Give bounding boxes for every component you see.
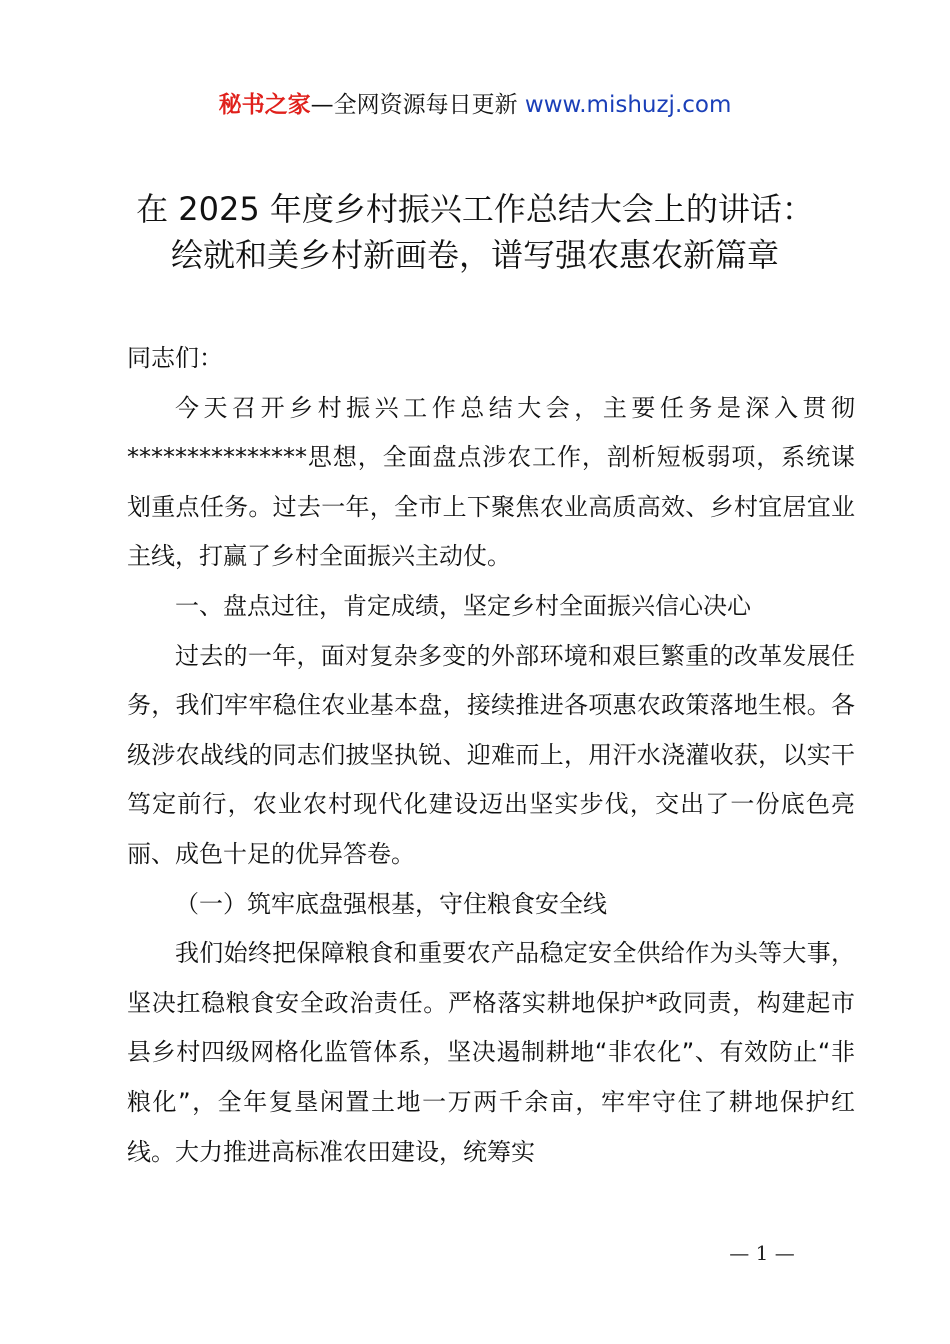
paragraph-grain-security: 我们始终把保障粮食和重要农产品稳定安全供给作为头等大事，坚决扛稳粮食安全政治责任。严格落实耕地保护*政同责，构建起市县乡村四级网格化监管体系，坚决遏制耕地“非农化”、有效防止“非粮化”，全年复垦闲置土地一万两千余亩，牢牢守住了耕地保护红线。大力推进高标准农田建设，统筹实 — [127, 939, 855, 1166]
site-brand: 秘书之家 — [218, 92, 311, 118]
paragraph-intro: 今天召开乡村振兴工作总结大会，主要任务是深入贯彻***************思想，全面盘点涉农工作，剖析短板弱项，系统谋划重点任务。过去一年，全市上下聚焦农业高质高效、乡村宜居宜业主线，打赢了乡村全面振兴主动仗。 — [127, 393, 855, 571]
site-url-link[interactable]: www.mishuzj.com — [524, 92, 732, 118]
subsection-heading-1: （一）筑牢底盘强根基，守住粮食安全线 — [175, 889, 607, 918]
salutation: 同志们： — [127, 344, 223, 372]
document-title — [0, 186, 950, 278]
document-body — [127, 334, 855, 1177]
site-header — [0, 88, 950, 122]
site-tagline: —全网资源每日更新 — [310, 92, 525, 118]
page-number: — 1 — — [729, 1241, 795, 1265]
paragraph-review: 过去的一年，面对复杂多变的外部环境和艰巨繁重的改革发展任务，我们牢牢稳住农业基本盘，接续推进各项惠农政策落地生根。各级涉农战线的同志们披坚执锐、迎难而上，用汗水浇灌收获，以实干笃定前行，农业农村现代化建设迈出坚实步伐，交出了一份底色亮丽、成色十足的优异答卷。 — [127, 641, 855, 868]
document-title-line-2: 绘就和美乡村新画卷，谱写强农惠农新篇章 — [170, 236, 779, 274]
section-heading-1: 一、盘点过往，肯定成绩，坚定乡村全面振兴信心决心 — [175, 591, 751, 620]
document-title-line-1: 在 2025 年度乡村振兴工作总结大会上的讲话： — [136, 190, 814, 228]
